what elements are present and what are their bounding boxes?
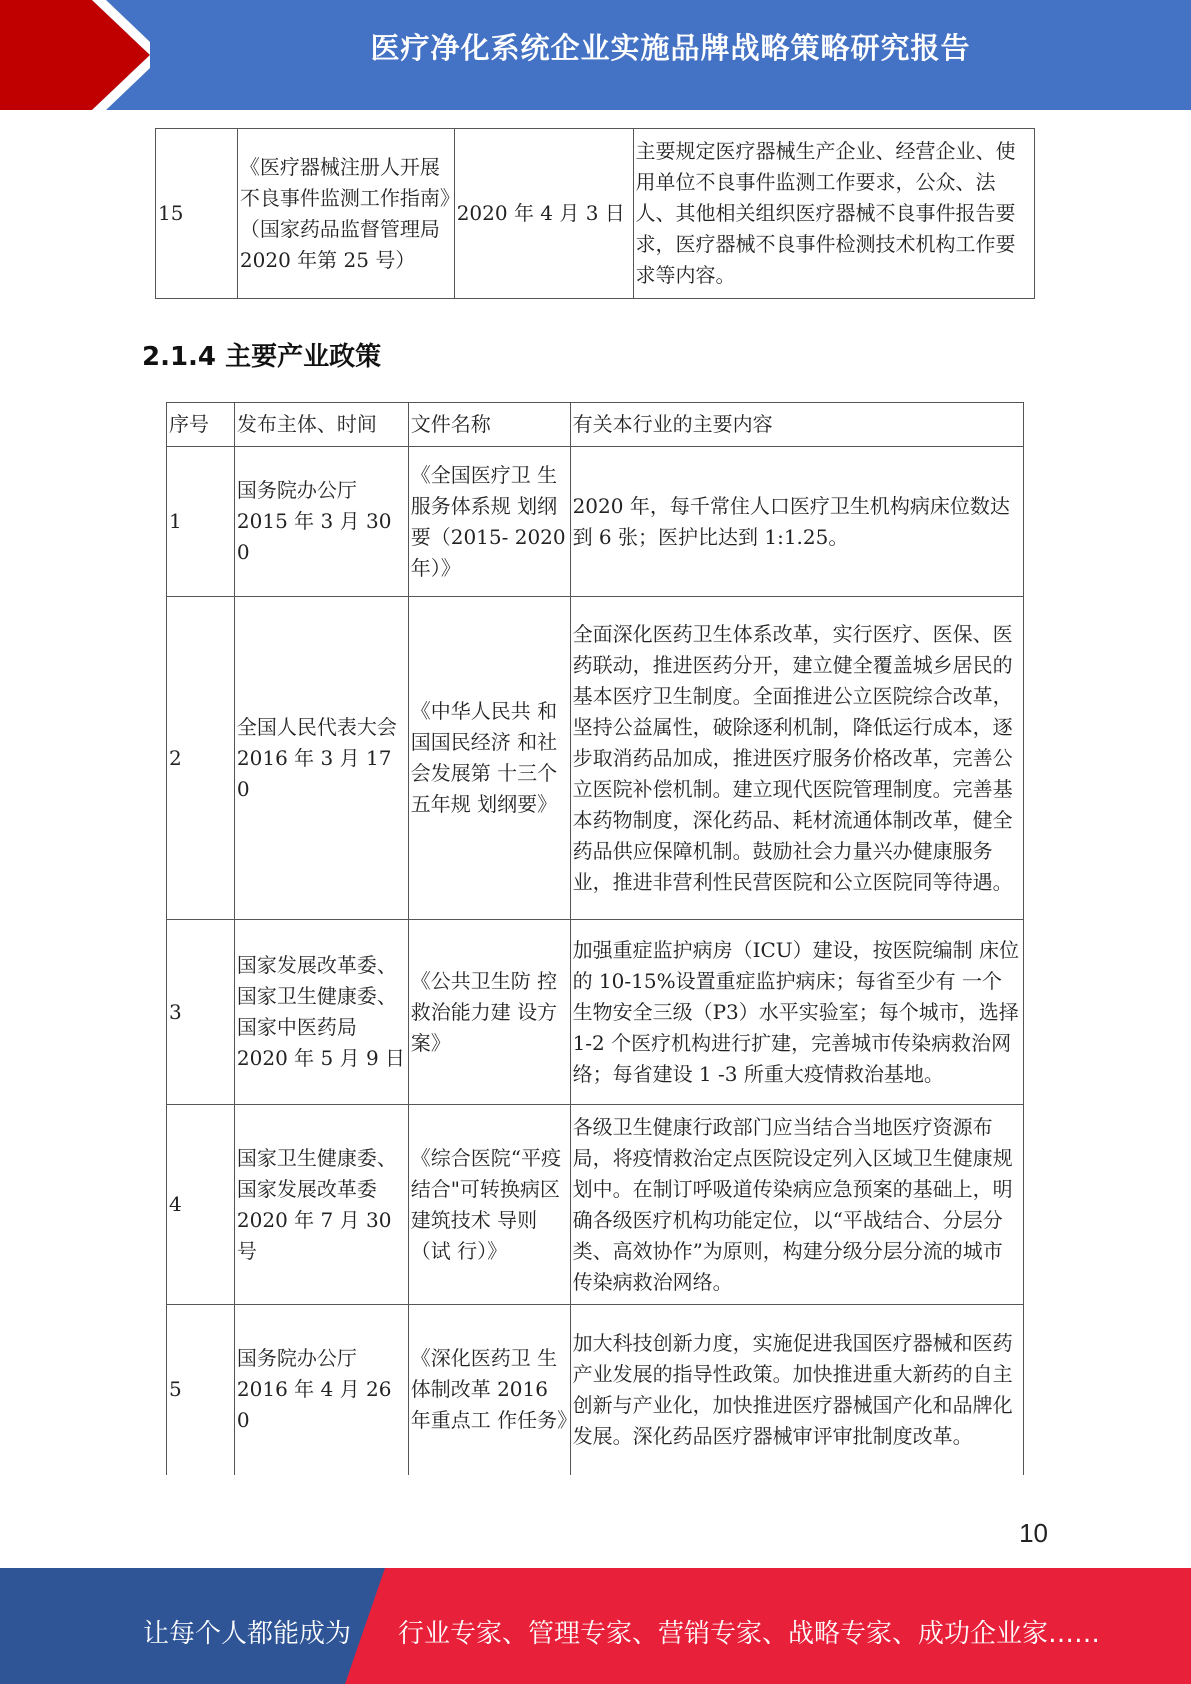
- row-document: 《综合医院“平疫结合"可转换病区建筑技术 导则（试 行）》: [408, 1105, 570, 1305]
- row-issuer: 国家发展改革委、国家卫生健康委、国家中医药局 2020 年 5 月 9 日: [234, 920, 408, 1105]
- row-content: 全面深化医药卫生体系改革，实行医疗、医保、医药联动，推进医药分开，建立健全覆盖城乡居民的基本医疗卫生制度。全面推进公立医院综合改革，坚持公益属性，破除逐利机制，降低运行成本，逐步取消药品加成，推进医疗服务价格改革，完善公立医院补偿机制。建立现代医院管理制度。完善基本药物制度，深化药品、耗材流通体制改革，健全药品供应保障机制。鼓励社会力量兴办健康服务业，推进非营利性民营医院和公立医院同等待遇。: [570, 597, 1023, 920]
- header-cell-document: 文件名称: [408, 403, 570, 447]
- row-document: 《公共卫生防 控救治能力建 设方案》: [408, 920, 570, 1105]
- row-document: 《深化医药卫 生体制改革 2016 年重点工 作任务》: [408, 1305, 570, 1475]
- page-header: [0, 0, 1191, 110]
- policy-table: [166, 402, 1024, 1475]
- row-issuer: 国家卫生健康委、国家发展改革委 2020 年 7 月 30 号: [234, 1105, 408, 1305]
- row-number: 4: [167, 1105, 235, 1305]
- table-row: [156, 129, 1035, 299]
- row-content: 主要规定医疗器械生产企业、经营企业、使用单位不良事件监测工作要求，公众、法人、其他相关组织医疗器械不良事件报告要求，医疗器械不良事件检测技术机构工作要求等内容。: [633, 129, 1035, 299]
- row-document: 《全国医疗卫 生服务体系规 划纲要（2015- 2020 年）》: [408, 447, 570, 597]
- table-row: [167, 597, 1024, 920]
- table-row: [167, 1305, 1024, 1475]
- regulation-table: [155, 128, 1035, 299]
- row-content: 加大科技创新力度，实施促进我国医疗器械和医药产业发展的指导性政策。加快推进重大新药的自主创新与产业化，加快推进医疗器械国产化和品牌化发展。深化药品医疗器械审评审批制度改革。: [570, 1305, 1023, 1475]
- footer-slogan-right: 行业专家、管理专家、营销专家、战略专家、成功企业家……: [398, 1619, 1101, 1649]
- section-title: 2.1.4 主要产业政策: [142, 342, 382, 372]
- row-content: 加强重症监护病房（ICU）建设，按医院编制 床位的 10-15%设置重症监护病床；每省至少有 一个生物安全三级（P3）水平实验室；每个城市，选择 1-2 个医疗机构进行扩建，完善城市传染病救治网络；每省建设 1 -3 所重大疫情救治基地。: [570, 920, 1023, 1105]
- header-title: 医疗净化系统企业实施品牌战略策略研究报告: [370, 31, 971, 65]
- row-document-name: 《医疗器械注册人开展不良事件监测工作指南》（国家药品监督管理局 2020 年第 25 号）: [237, 129, 454, 299]
- table-row: [167, 447, 1024, 597]
- row-content: 2020 年，每千常住人口医疗卫生机构病床位数达到 6 张；医护比达到 1:1.25。: [570, 447, 1023, 597]
- table-header-row: [167, 403, 1024, 447]
- row-date: 2020 年 4 月 3 日: [454, 129, 633, 299]
- header-cell-number: 序号: [167, 403, 235, 447]
- page-number: 10: [1019, 1518, 1048, 1548]
- row-number: 2: [167, 597, 235, 920]
- row-issuer: 全国人民代表大会 2016 年 3 月 17 0: [234, 597, 408, 920]
- row-number: 1: [167, 447, 235, 597]
- header-cell-issuer: 发布主体、时间: [234, 403, 408, 447]
- row-number: 3: [167, 920, 235, 1105]
- row-document: 《中华人民共 和国国民经济 和社会发展第 十三个五年规 划纲要》: [408, 597, 570, 920]
- row-issuer: 国务院办公厅 2015 年 3 月 30 0: [234, 447, 408, 597]
- footer-slogan-left: 让每个人都能成为: [143, 1619, 352, 1649]
- row-content: 各级卫生健康行政部门应当结合当地医疗资源布局，将疫情救治定点医院设定列入区域卫生健康规划中。在制订呼吸道传染病应急预案的基础上，明确各级医疗机构功能定位，以“平战结合、分层分类、高效协作”为原则，构建分级分层分流的城市传染病救治网络。: [570, 1105, 1023, 1305]
- table-row: [167, 1105, 1024, 1305]
- row-issuer: 国务院办公厅 2016 年 4 月 26 0: [234, 1305, 408, 1475]
- header-cell-content: 有关本行业的主要内容: [570, 403, 1023, 447]
- table-row: [167, 920, 1024, 1105]
- row-number: 15: [156, 129, 238, 299]
- row-number: 5: [167, 1305, 235, 1475]
- page-footer: [0, 1568, 1191, 1684]
- header-arrow-decoration: [0, 0, 150, 110]
